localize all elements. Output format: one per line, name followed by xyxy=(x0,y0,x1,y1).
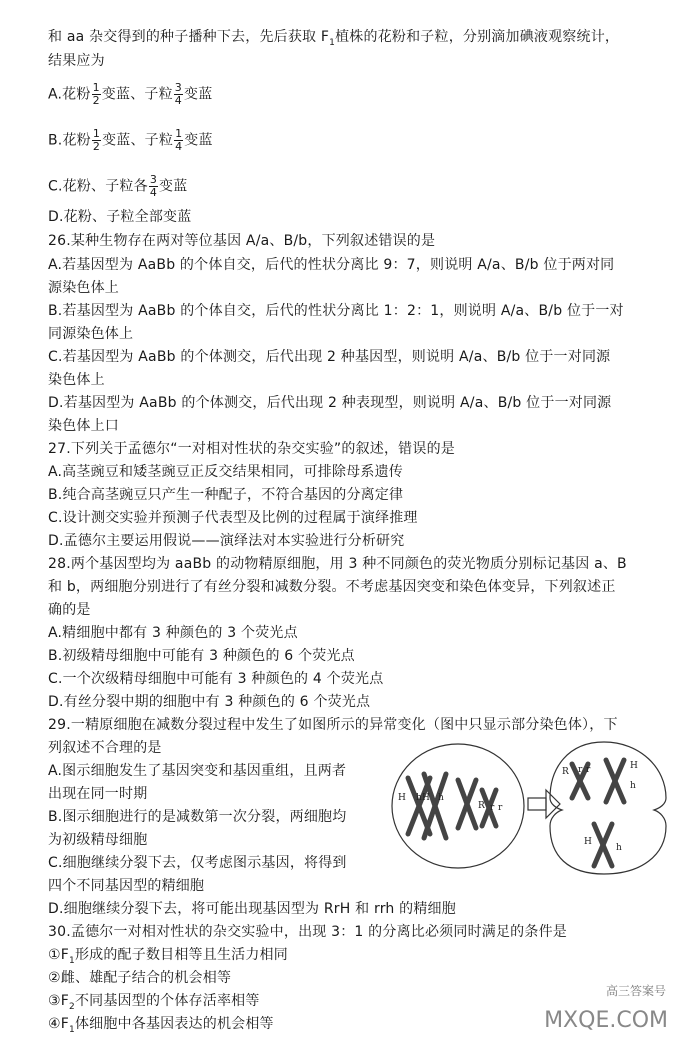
q29-option-b-1: B.图示细胞进行的是减数第一次分裂，两细胞均 xyxy=(48,809,347,825)
q29-stem-2: 列叙述不合理的是 xyxy=(48,740,162,756)
intro-text-rest: 植株的花粉和子粒，分别滴加碘液观察统计， xyxy=(335,29,620,45)
numerator: 3 xyxy=(174,81,182,94)
intro-line-2: 结果应为 xyxy=(48,53,105,69)
q29-stem-1: 29.一精原细胞在减数分裂过程中发生了如图所示的异常变化（图中只显示部分染色体），下 xyxy=(48,717,618,733)
intro-text: 和 aa 杂交得到的种子播种下去，先后获取 F xyxy=(48,29,330,45)
numerator: 1 xyxy=(92,81,100,94)
q29-option-b-2: 为初级精母细胞 xyxy=(48,832,148,848)
q27-option-d: D.孟德尔主要运用假说——演绎法对本实验进行分析研究 xyxy=(48,533,405,549)
text: 变蓝、子粒 xyxy=(101,86,173,103)
text: A.花粉 xyxy=(48,86,91,103)
q26-option-b-1: B.若基因型为 AaBb 的个体自交，后代的性状分离比 1：2：1，则说明 A/a、B/b 位于一对 xyxy=(48,303,624,319)
text: 变蓝 xyxy=(159,178,188,195)
q30-item-1 xyxy=(48,946,288,970)
q26-stem: 26.某种生物存在两对等位基因 A/a、B/b，下列叙述错误的是 xyxy=(48,233,436,249)
label-r: r xyxy=(498,803,503,813)
fraction xyxy=(149,174,158,199)
intro-line-1 xyxy=(48,28,619,52)
q30-stem: 30.孟德尔一对相对性状的杂交实验中，出现 3：1 的分离比必须同时满足的条件是 xyxy=(48,924,567,940)
cell-division-figure xyxy=(390,738,670,878)
q30-item-2: ②雌、雄配子结合的机会相等 xyxy=(48,970,232,986)
numerator: 1 xyxy=(92,127,101,140)
denominator: 4 xyxy=(149,186,158,199)
q26-option-a-1: A.若基因型为 AaBb 的个体自交，后代的性状分离比 9：7，则说明 A/a、B/b 位于两对同 xyxy=(48,257,615,273)
label-H: H xyxy=(584,837,592,847)
q26-option-c-2: 染色体上 xyxy=(48,372,105,388)
subscript: 1 xyxy=(69,955,75,966)
label-h: h xyxy=(438,793,444,803)
q28-option-d: D.有丝分裂中期的细胞中有 3 种颜色的 6 个荧光点 xyxy=(48,694,371,710)
text: B.花粉 xyxy=(48,132,91,149)
q29-option-c-1: C.细胞继续分裂下去，仅考虑图示基因，将得到 xyxy=(48,855,347,871)
q27-option-a: A.高茎豌豆和矮茎豌豆正反交结果相同，可排除母系遗传 xyxy=(48,464,403,480)
text: ③F xyxy=(48,993,70,1009)
q30-item-4 xyxy=(48,1015,274,1039)
denominator: 2 xyxy=(92,94,100,107)
q26-option-d-2: 染色体上口 xyxy=(48,418,119,434)
cell-outline-left xyxy=(392,744,524,868)
q28-stem-1: 28.两个基因型均为 aaBb 的动物精原细胞，用 3 种不同颜色的荧光物质分别标记基因 a、B xyxy=(48,556,627,572)
subscript: 2 xyxy=(69,1001,75,1012)
label-r: r xyxy=(586,765,591,775)
text: 不同基因型的个体存活率相等 xyxy=(74,993,260,1009)
q27-option-b: B.纯合高茎豌豆只产生一种配子，不符合基因的分离定律 xyxy=(48,487,404,503)
label-R: R xyxy=(562,767,569,777)
label-H: H xyxy=(398,793,406,803)
text: 变蓝 xyxy=(184,132,213,149)
denominator: 2 xyxy=(92,140,101,153)
fraction xyxy=(92,128,101,153)
q28-option-a: A.精细胞中都有 3 种颜色的 3 个荧光点 xyxy=(48,625,298,641)
denominator: 4 xyxy=(175,140,183,153)
label-H: H xyxy=(630,761,638,771)
text: 形成的配子数目相等且生活力相同 xyxy=(74,947,288,963)
numerator: 3 xyxy=(149,173,158,186)
q29-option-a-2: 出现在同一时期 xyxy=(48,786,148,802)
q29-option-a-1: A.图示细胞发生了基因突变和基因重组，且两者 xyxy=(48,763,347,779)
label-h: h xyxy=(416,793,422,803)
text: 变蓝、子粒 xyxy=(102,132,174,149)
q25-option-a xyxy=(48,82,212,107)
label-r: r xyxy=(578,765,583,775)
q26-option-c-1: C.若基因型为 AaBb 的个体测交，后代出现 2 种基因型，则说明 A/a、B/b 位于一对同源 xyxy=(48,349,611,365)
q28-option-c: C.一个次级精母细胞中可能有 3 种颜色的 4 个荧光点 xyxy=(48,671,384,687)
numerator: 1 xyxy=(175,127,183,140)
q29-option-c-2: 四个不同基因型的精细胞 xyxy=(48,878,205,894)
text: 体细胞中各基因表达的机会相等 xyxy=(74,1016,274,1032)
label-h: h xyxy=(616,843,622,853)
text: ①F xyxy=(48,947,70,963)
text: 变蓝 xyxy=(184,86,213,103)
q26-option-a-2: 源染色体上 xyxy=(48,280,119,296)
label-R: R xyxy=(478,801,485,811)
label-h: h xyxy=(630,781,636,791)
q26-option-b-2: 同源染色体上 xyxy=(48,326,134,342)
subscript: 1 xyxy=(329,37,336,48)
q28-stem-2: 和 b，两细胞分别进行了有丝分裂和减数分裂。不考虑基因突变和染色体变异，下列叙述正 xyxy=(48,579,616,595)
q25-option-b xyxy=(48,128,213,153)
q28-option-b: B.初级精母细胞中可能有 3 种颜色的 6 个荧光点 xyxy=(48,648,355,664)
watermark-account: 高三答案号 xyxy=(605,984,666,998)
q25-option-d: D.花粉、子粒全部变蓝 xyxy=(48,209,192,225)
q28-stem-3: 确的是 xyxy=(48,602,91,618)
q29-option-d: D.细胞继续分裂下去，将可能出现基因型为 RrH 和 rrh 的精细胞 xyxy=(48,901,456,917)
watermark-brand: MXQE.COM xyxy=(544,1008,668,1033)
label-H: H xyxy=(422,793,430,803)
q25-option-c xyxy=(48,174,187,199)
q27-option-c: C.设计测交实验并预测子代表型及比例的过程属于演绎推理 xyxy=(48,510,418,526)
fraction xyxy=(174,128,183,153)
q27-stem: 27.下列关于孟德尔“一对相对性状的杂交实验”的叙述，错误的是 xyxy=(48,441,455,457)
q30-item-3 xyxy=(48,992,260,1016)
subscript: 1 xyxy=(69,1024,75,1035)
fraction xyxy=(92,82,101,107)
text: C.花粉、子粒各 xyxy=(48,178,148,195)
fraction xyxy=(174,82,183,107)
q26-option-d-1: D.若基因型为 AaBb 的个体测交，后代出现 2 种表现型，则说明 A/a、B/b 位于一对同源 xyxy=(48,395,612,411)
text: ④F xyxy=(48,1016,70,1032)
label-r: r xyxy=(490,803,495,813)
denominator: 4 xyxy=(174,94,182,107)
